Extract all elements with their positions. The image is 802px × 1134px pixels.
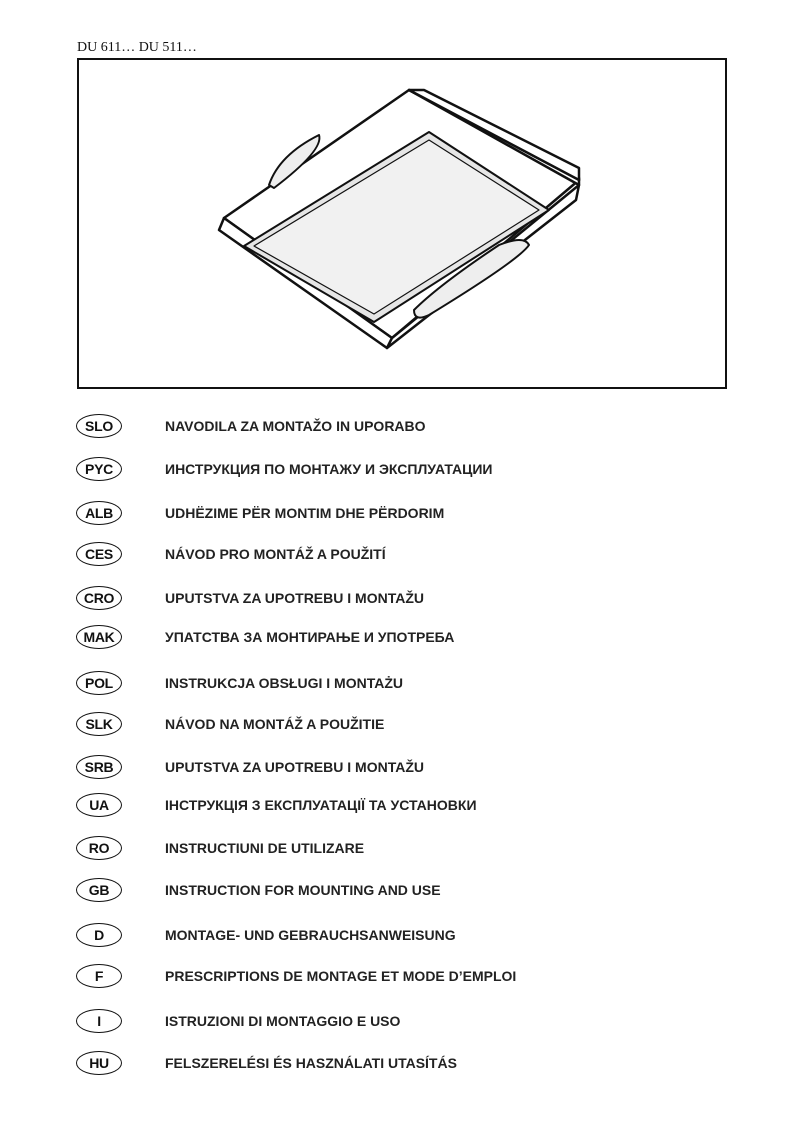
language-row — [76, 922, 456, 948]
language-title: ИНСТРУКЦИЯ ПО МОНТАЖУ И ЭКСПЛУАТАЦИИ — [165, 461, 493, 477]
language-title: INSTRUKCJA OBSŁUGI I MONTAŻU — [165, 675, 403, 691]
language-row — [76, 541, 386, 567]
language-title: UDHËZIME PËR MONTIM DHE PËRDORIM — [165, 505, 445, 521]
language-code-badge: D — [76, 923, 122, 947]
language-title: ISTRUZIONI DI MONTAGGIO E USO — [165, 1013, 401, 1029]
range-hood-illustration — [79, 60, 725, 387]
language-row — [76, 963, 517, 989]
language-code-badge: UA — [76, 793, 122, 817]
language-code-badge: CRO — [76, 586, 122, 610]
product-illustration-frame — [77, 58, 727, 389]
language-title: ІНСТРУКЦІЯ З ЕКСПЛУАТАЦІЇ ТА УСТАНОВКИ — [165, 797, 477, 813]
language-code-badge: PYC — [76, 457, 122, 481]
language-code-badge: RO — [76, 836, 122, 860]
language-row — [76, 670, 403, 696]
model-header: DU 611… DU 511… — [77, 40, 197, 55]
language-row — [76, 500, 445, 526]
language-row — [76, 413, 426, 439]
language-code-badge: SLK — [76, 712, 122, 736]
language-row — [76, 835, 365, 861]
language-row — [76, 1008, 401, 1034]
language-row — [76, 624, 455, 650]
language-title: NÁVOD NA MONTÁŽ A POUŽITIE — [165, 716, 385, 732]
language-code-badge: F — [76, 964, 122, 988]
language-code-badge: MAK — [76, 625, 122, 649]
language-code-badge: I — [76, 1009, 122, 1033]
language-code-badge: ALB — [76, 501, 122, 525]
language-title: INSTRUCTIUNI DE UTILIZARE — [165, 840, 365, 856]
language-row — [76, 754, 424, 780]
language-row — [76, 456, 493, 482]
language-row — [76, 585, 424, 611]
language-code-badge: POL — [76, 671, 122, 695]
language-title: UPUTSTVA ZA UPOTREBU I MONTAŽU — [165, 590, 424, 606]
language-row — [76, 711, 385, 737]
language-title: УПАТСТВА ЗА МОНТИРАЊЕ И УПОТРЕБА — [165, 629, 455, 645]
language-code-badge: CES — [76, 542, 122, 566]
language-code-badge: SRB — [76, 755, 122, 779]
language-code-badge: HU — [76, 1051, 122, 1075]
language-title: UPUTSTVA ZA UPOTREBU I MONTAŽU — [165, 759, 424, 775]
language-code-badge: SLO — [76, 414, 122, 438]
language-title: FELSZERELÉSI ÉS HASZNÁLATI UTASÍTÁS — [165, 1055, 457, 1071]
language-row — [76, 877, 441, 903]
language-row — [76, 792, 477, 818]
language-title: NÁVOD PRO MONTÁŽ A POUŽITÍ — [165, 546, 386, 562]
language-title: MONTAGE- UND GEBRAUCHSANWEISUNG — [165, 927, 456, 943]
language-title: NAVODILA ZA MONTAŽO IN UPORABO — [165, 418, 426, 434]
language-row — [76, 1050, 457, 1076]
language-title: PRESCRIPTIONS DE MONTAGE ET MODE D’EMPLOI — [165, 968, 517, 984]
language-code-badge: GB — [76, 878, 122, 902]
language-title: INSTRUCTION FOR MOUNTING AND USE — [165, 882, 441, 898]
